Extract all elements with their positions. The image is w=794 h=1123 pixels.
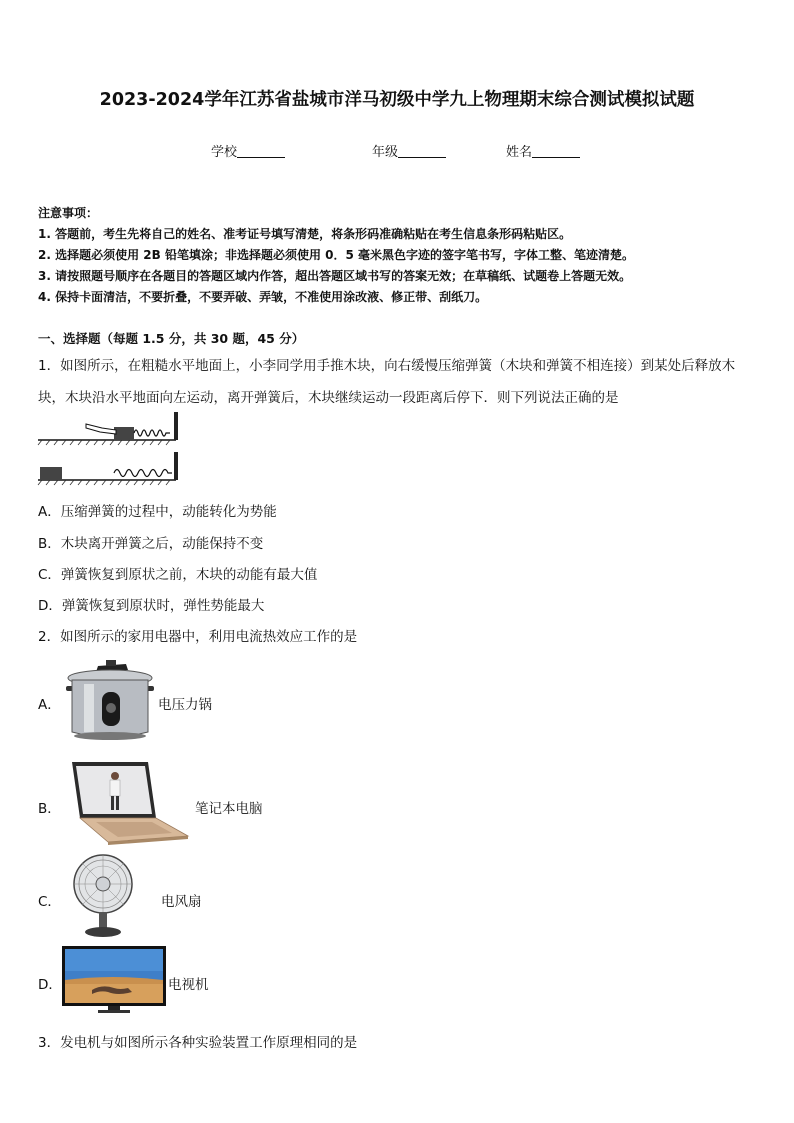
q1-option-b[interactable]: B．木块离开弹簧之后，动能保持不变 (38, 536, 264, 552)
school-blank[interactable] (237, 145, 285, 158)
q2-option-a-label[interactable]: 电压力锅 (158, 697, 212, 713)
laptop-icon (68, 762, 190, 846)
section-heading: 一、选择题（每题 1.5 分，共 30 题，45 分） (38, 331, 305, 346)
q2-option-a-letter[interactable]: A． (38, 697, 61, 713)
q1-stem-line1: 1．如图所示，在粗糙水平地面上，小李同学用手推木块，向右缓慢压缩弹簧（木块和弹簧不相连接）到某处后释放木 (38, 358, 736, 374)
page-title: 2023-2024学年江苏省盐城市洋马初级中学九上物理期末综合测试模拟试题 (99, 90, 695, 110)
electric-fan-icon (70, 854, 136, 938)
q1-stem-line2: 块，木块沿水平地面向左运动，离开弹簧后，木块继续运动一段距离后停下．则下列说法正确的是 (38, 390, 619, 406)
name-field[interactable] (506, 141, 580, 160)
q1-option-d[interactable]: D．弹簧恢复到原状时，弹性势能最大 (38, 598, 265, 614)
spring-diagram-released (38, 452, 180, 486)
name-label: 姓名 (506, 145, 533, 160)
spring-diagram-compressed (38, 410, 180, 446)
q1-option-a[interactable]: A．压缩弹簧的过程中，动能转化为势能 (38, 504, 277, 520)
q2-option-b-letter[interactable]: B． (38, 801, 61, 817)
q2-option-b-label[interactable]: 笔记本电脑 (195, 801, 263, 817)
notice-item-4: 4. 保持卡面清洁，不要折叠，不要弄破、弄皱，不准使用涂改液、修正带、刮纸刀。 (38, 290, 488, 304)
q2-option-c-letter[interactable]: C． (38, 894, 61, 910)
school-field[interactable] (211, 141, 285, 160)
q3-stem: 3．发电机与如图所示各种实验装置工作原理相同的是 (38, 1035, 358, 1051)
notice-heading: 注意事项： (38, 206, 99, 220)
name-blank[interactable] (532, 145, 580, 158)
q2-option-c-label[interactable]: 电风扇 (161, 894, 202, 910)
q2-option-d-label[interactable]: 电视机 (168, 977, 209, 993)
grade-field[interactable] (372, 141, 446, 160)
q2-stem: 2．如图所示的家用电器中，利用电流热效应工作的是 (38, 629, 358, 645)
school-label: 学校 (211, 145, 238, 160)
pressure-cooker-icon (62, 660, 158, 744)
grade-label: 年级 (372, 145, 399, 160)
grade-blank[interactable] (398, 145, 446, 158)
notice-item-3: 3. 请按照题号顺序在各题目的答题区域内作答，超出答题区域书写的答案无效；在草稿纸、试题卷上答题无效。 (38, 269, 632, 283)
notice-item-2: 2. 选择题必须使用 2B 铅笔填涂；非选择题必须使用 0．5 毫米黑色字迹的签字笔书写，字体工整、笔迹清楚。 (38, 248, 634, 262)
q2-option-d-letter[interactable]: D． (38, 977, 62, 993)
notice-item-1: 1. 答题前，考生先将自己的姓名、准考证号填写清楚，将条形码准确粘贴在考生信息条形码粘贴区。 (38, 227, 572, 241)
q1-option-c[interactable]: C．弹簧恢复到原状之前，木块的动能有最大值 (38, 567, 318, 583)
television-icon (62, 946, 168, 1016)
